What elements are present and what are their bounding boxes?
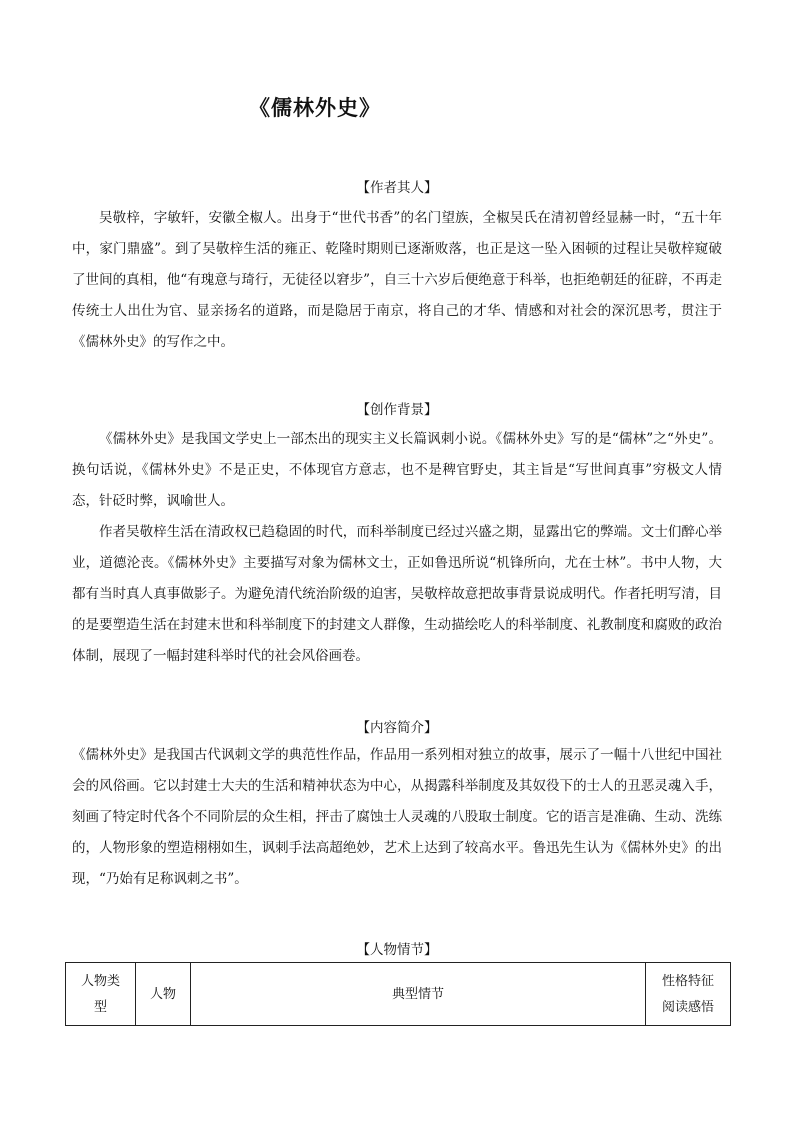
background-paragraph-1: 《儒林外史》是我国文学史上一部杰出的现实主义长篇讽刺小说。《儒林外史》写的是“儒林”之“外史”。换句话说，《儒林外史》不是正史，不体现官方意志，也不是稗官野史，其主旨是“写世间真事”穷极文人情态，针砭时弊，讽喻世人。 [72, 431, 722, 509]
document-title: 《儒林外史》 [249, 95, 381, 120]
header-cell-plot: 典型情节 [191, 963, 646, 1026]
section-heading-characters: 【人物情节】 [356, 942, 438, 958]
background-paragraph-2: 作者吴敬梓生活在清政权已趋稳固的时代，而科举制度已经过兴盛之期，显露出它的弊端。文士们醉心举业，道德沦丧。《儒林外史》主要描写对象为儒林文士，正如鲁迅所说“机锋所向，尤在士林”。书中人物，大都有当时真人真事做影子。为避免清代统治阶级的迫害，吴敬梓故意把故事背景说成明代。作者托明写清，目的是要塑造生活在封建末世和科举制度下的封建文人群像，生动描绘吃人的科举制度、礼教制度和腐败的政治体制，展现了一幅封建科举时代的社会风俗画卷。 [72, 524, 722, 664]
header-cell-person: 人物 [136, 963, 191, 1026]
author-paragraph: 吴敬梓，字敏轩，安徽全椒人。出身于“世代书香”的名门望族，全椒吴氏在清初曾经显赫一时，“五十年中，家门鼎盛”。到了吴敬梓生活的雍正、乾隆时期则已逐渐败落，也正是这一坠入困顿的过程让吴敬梓窥破了世间的真相，他“有瑰意与琦行，无徒径以窘步”，自三十六岁后便绝意于科举，也拒绝朝廷的征辟，不再走传统士人出仕为官、显亲扬名的道路，而是隐居于南京，将自己的才华、情感和对社会的深沉思考，贯注于《儒林外史》的写作之中。 [72, 210, 722, 350]
character-table [65, 962, 731, 1026]
table-header-row [66, 963, 731, 1026]
header-cell-traits: 性格特征阅读感悟 [646, 963, 731, 1026]
summary-paragraph: 《儒林外史》是我国古代讽刺文学的典范性作品，作品用一系列相对独立的故事，展示了一幅十八世纪中国社会的风俗画。它以封建士大夫的生活和精神状态为中心，从揭露科举制度及其奴役下的士人的丑恶灵魂入手，刻画了特定时代各个不同阶层的众生相，抨击了腐蚀士人灵魂的八股取士制度。它的语言是准确、生动、洗练的，人物形象的塑造栩栩如生，讽刺手法高超绝妙，艺术上达到了较高水平。鲁迅先生认为《儒林外史》的出现，“乃始有足称讽刺之书”。 [72, 747, 722, 887]
section-heading-summary: 【内容简介】 [356, 720, 438, 736]
header-cell-type: 人物类型 [66, 963, 136, 1026]
section-heading-background: 【创作背景】 [356, 402, 438, 418]
section-heading-author: 【作者其人】 [356, 180, 438, 196]
